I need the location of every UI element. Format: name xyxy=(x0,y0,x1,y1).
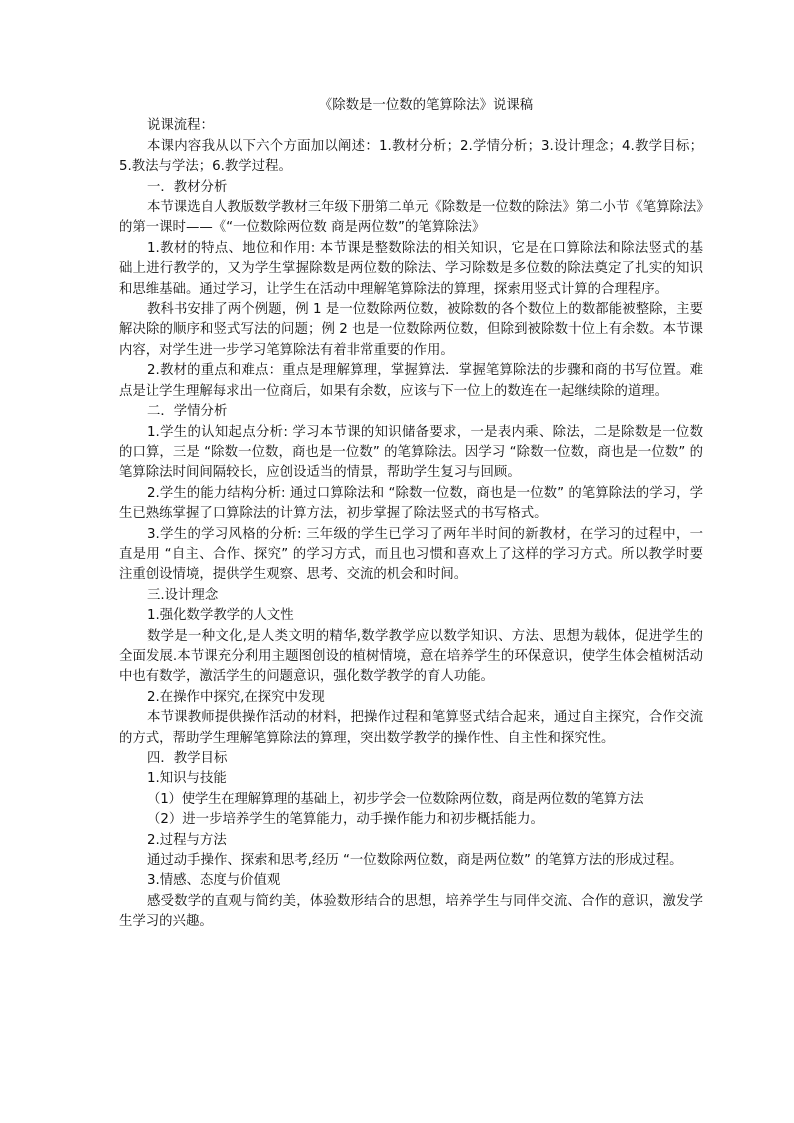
objective-item-2: （2）进一步培养学生的笔算能力，动手操作能力和初步概括能力。 xyxy=(147,812,544,828)
section-heading-1: 一．教材分析 xyxy=(147,179,228,195)
section1-paragraph-4: 2.教材的重点和难点：重点是理解算理，掌握算法．掌握笔算除法的步骤和商的书写位置。难点是让学生理解每求出一位商后，如果有余数，应该与下一位上的数连在一起继续除的道理。 xyxy=(119,363,703,399)
section-heading-3: 三.设计理念 xyxy=(147,587,219,603)
document-title: 《除数是一位数的笔算除法》说课稿 xyxy=(318,98,534,113)
section3-paragraph-1: 数学是一种文化,是人类文明的精华,数学教学应以数学知识、方法、思想为载体，促进学生的全面发展.本节课充分利用主题图创设的植树情境，意在培养学生的环保意识，使学生体会植树活动中也有数学，激活学生的问题意识，强化数学教学的育人功能。 xyxy=(119,628,703,685)
section4-subheading-2: 2.过程与方法 xyxy=(147,832,227,848)
section2-paragraph-2: 2.学生的能力结构分析: 通过口算除法和 “除数一位数，商也是一位数” 的笔算除法的学习，学生已熟练掌握了口算除法的计算方法，初步掌握了除法竖式的书写格式。 xyxy=(119,485,703,522)
section1-paragraph-3: 教科书安排了两个例题，例 1 是一位数除两位数，被除数的各个数位上的数都能被整除，主要解决除的顺序和竖式写法的问题；例 2 也是一位数除两位数，但除到被除数十位上有余数。本节课内容，对学生进一步学习笔算除法有着非常重要的作用。 xyxy=(119,302,703,358)
section-heading-4: 四．教学目标 xyxy=(147,751,228,766)
section4-paragraph-1: 通过动手操作、探索和思考,经历 “一位数除两位数，商是两位数” 的笔算方法的形成过程。 xyxy=(147,853,683,869)
section4-paragraph-2: 感受数学的直观与简约美，体验数形结合的思想，培养学生与同伴交流、合作的意识，激发学生学习的兴趣。 xyxy=(119,893,703,930)
intro-paragraph: 本课内容我从以下六个方面加以阐述：1.教材分析；2.学情分析；3.设计理念；4.教学目标； 5.教法与学法；6.教学过程。 xyxy=(119,138,703,175)
section2-paragraph-1: 1.学生的认知起点分析: 学习本节课的知识储备要求，一是表内乘、除法，二是除数是一位数的口算，三是 “除数一位数，商也是一位数” 的笔算除法。因学习 “除数一位数，商也是一位数” 的笔算除法时间间隔较长，应创设适当的情景，帮助学生复习与回顾。 xyxy=(119,424,703,481)
objective-item-1: （1）使学生在理解算理的基础上，初步学会一位数除两位数，商是两位数的笔算方法 xyxy=(147,791,644,807)
section2-paragraph-3: 3.学生的学习风格的分析: 三年级的学生已学习了两年半时间的新教材，在学习的过程中，一直是用 “自主、合作、探究” 的学习方式，而且也习惯和喜欢上了这样的学习方式。所以教学时要注重创设情境，提供学生观察、思考、交流的机会和时间。 xyxy=(119,526,703,583)
section4-subheading-3: 3.情感、态度与价值观 xyxy=(147,873,281,889)
section1-paragraph-2: 1.教材的特点、地位和作用: 本节课是整数除法的相关知识，它是在口算除法和除法竖式的基础上进行教学的，又为学生掌握除数是两位数的除法、学习除数是多位数的除法奠定了扎实的知识和思维基础。通过学习，让学生在活动中理解笔算除法的算理，探索用竖式计算的合理程序。 xyxy=(119,240,703,297)
flow-label: 说课流程： xyxy=(147,118,214,134)
section1-paragraph-1: 本节课选自人教版数学教材三年级下册第二单元《除数是一位数的除法》第二小节《笔算除法》的第一课时——《“一位数除两位数 商是两位数”的笔算除法》 xyxy=(119,200,703,236)
section-heading-2: 二．学情分析 xyxy=(147,404,228,420)
section3-paragraph-2: 本节课教师提供操作活动的材料，把操作过程和笔算竖式结合起来，通过自主探究，合作交流的方式，帮助学生理解笔算除法的算理，突出数学教学的操作性、自主性和探究性。 xyxy=(119,710,703,746)
section4-subheading-1: 1.知识与技能 xyxy=(147,771,227,787)
section3-subheading-2: 2.在操作中探究,在探究中发现 xyxy=(147,689,325,705)
document-page xyxy=(119,96,703,933)
section3-subheading-1: 1.强化数学教学的人文性 xyxy=(147,608,294,624)
